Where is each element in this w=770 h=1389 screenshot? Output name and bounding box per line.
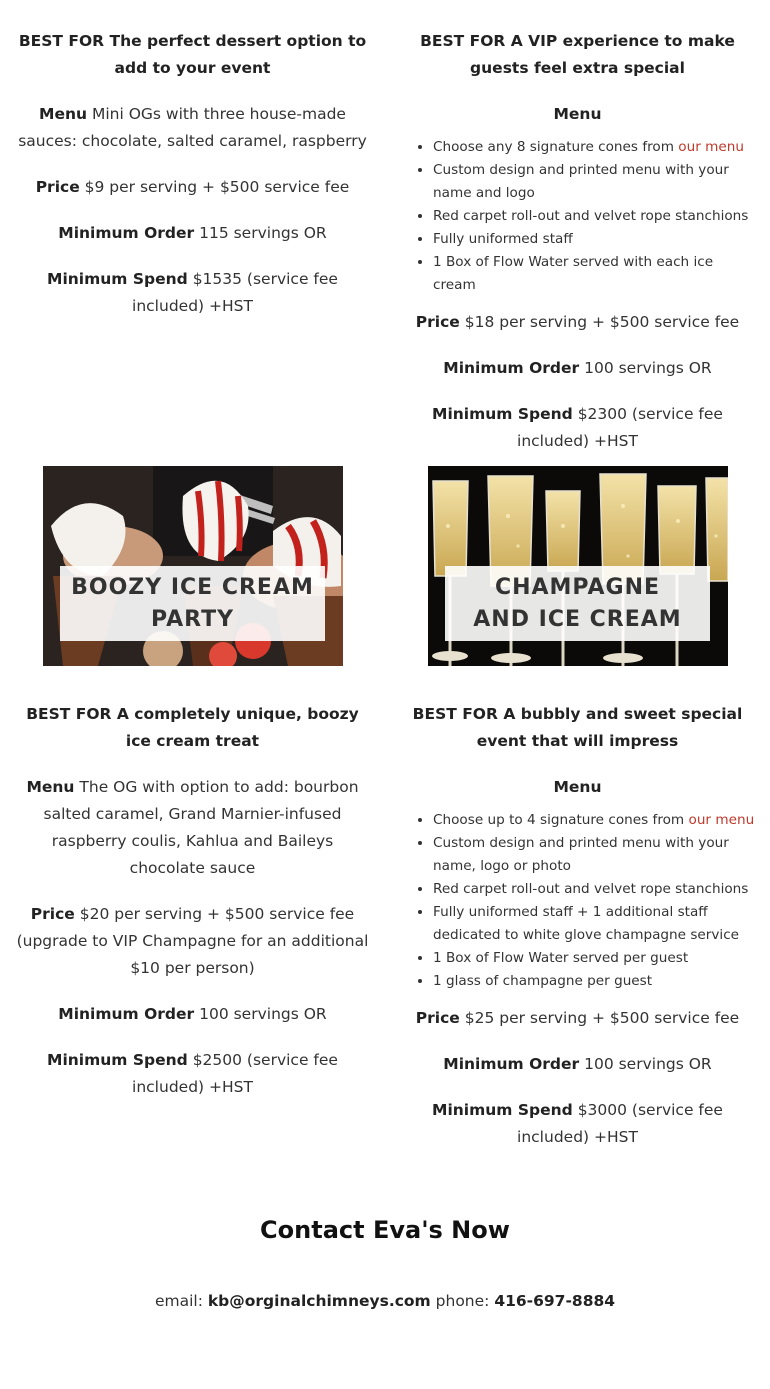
feature-text: Choose any 8 signature cones from <box>433 139 679 155</box>
best-for-label: BEST FOR <box>18 32 105 50</box>
list-item <box>433 832 755 878</box>
best-for-text: A bubbly and sweet special event that will impress <box>476 705 743 750</box>
price-value: $9 per serving + $500 service fee <box>84 178 350 196</box>
min-order-value: 100 servings OR <box>584 359 712 377</box>
min-order-value: 115 servings OR <box>199 224 327 242</box>
feature-text: 1 Box of Flow Water served per guest <box>433 950 689 966</box>
min-order-label: Minimum Order <box>443 1055 580 1073</box>
price-label: Price <box>35 178 80 196</box>
list-item <box>433 809 755 832</box>
min-order-value: 100 servings OR <box>199 1005 327 1023</box>
list-item <box>433 878 755 901</box>
best-for-label: BEST FOR <box>26 705 112 723</box>
list-item <box>433 947 755 970</box>
min-spend-line <box>15 1047 370 1101</box>
list-item <box>433 228 755 251</box>
min-order-line <box>400 355 755 382</box>
best-for-label: BEST FOR <box>412 705 498 723</box>
min-spend-value: $1535 (service fee included) +HST <box>132 270 338 315</box>
list-item <box>433 205 755 228</box>
price-line <box>400 1005 755 1032</box>
price-label: Price <box>30 905 75 923</box>
package-boozy <box>15 701 370 1101</box>
min-order-line <box>15 220 370 247</box>
feature-text: Choose up to 4 signature cones from <box>433 812 689 828</box>
list-item <box>433 251 755 297</box>
price-value: $20 per serving + $500 service fee (upgrade to VIP Champagne for an additional $10 per person) <box>16 905 369 977</box>
best-for-text: The perfect dessert option to add to your event <box>109 32 367 77</box>
feature-text: Red carpet roll-out and velvet rope stanchions <box>433 208 749 224</box>
min-spend-line <box>15 266 370 320</box>
price-line <box>400 309 755 336</box>
feature-list <box>400 809 755 993</box>
min-spend-value: $2500 (service fee included) +HST <box>132 1051 338 1096</box>
package-vip <box>400 28 755 455</box>
phone-label: phone: <box>435 1292 490 1310</box>
feature-text: Custom design and printed menu with your name, logo or photo <box>433 835 729 874</box>
list-item <box>433 136 755 159</box>
price-line <box>15 901 370 982</box>
feature-list <box>400 136 755 297</box>
menu-heading: Menu <box>553 105 602 123</box>
package-champagne <box>400 701 755 1151</box>
price-label: Price <box>415 1009 460 1027</box>
min-spend-value: $3000 (service fee included) +HST <box>517 1101 723 1146</box>
menu-line <box>15 101 370 155</box>
price-label: Price <box>415 313 460 331</box>
boozy-ice-cream-image[interactable] <box>43 466 343 666</box>
champagne-ice-cream-image[interactable] <box>428 466 728 666</box>
min-spend-line <box>400 1097 755 1151</box>
price-value: $25 per serving + $500 service fee <box>464 1009 740 1027</box>
price-line <box>15 174 370 201</box>
best-for-heading <box>15 701 370 755</box>
min-spend-label: Minimum Spend <box>432 1101 573 1119</box>
min-spend-value: $2300 (service fee included) +HST <box>517 405 723 450</box>
feature-text: Fully uniformed staff + 1 additional staff dedicated to white glove champagne service <box>433 904 740 943</box>
best-for-heading <box>400 701 755 755</box>
min-order-label: Minimum Order <box>58 224 195 242</box>
list-item <box>433 901 755 947</box>
contact-title: Contact Eva's Now <box>260 1216 510 1244</box>
our-menu-link[interactable]: our menu <box>688 812 755 828</box>
feature-text: Custom design and printed menu with your name and logo <box>433 162 729 201</box>
menu-label: Menu <box>26 778 75 796</box>
min-spend-label: Minimum Spend <box>47 270 188 288</box>
best-for-text: A completely unique, boozy ice cream treat <box>116 705 359 750</box>
min-spend-line <box>400 401 755 455</box>
feature-text: 1 glass of champagne per guest <box>433 973 653 989</box>
min-order-label: Minimum Order <box>443 359 580 377</box>
min-order-label: Minimum Order <box>58 1005 195 1023</box>
min-spend-label: Minimum Spend <box>47 1051 188 1069</box>
min-order-line <box>15 1001 370 1028</box>
menu-text: Mini OGs with three house-made sauces: chocolate, salted caramel, raspberry <box>18 105 367 150</box>
package-dessert <box>15 28 370 320</box>
image-title: CHAMPAGNE AND ICE CREAM <box>473 574 682 632</box>
list-item <box>433 159 755 205</box>
menu-text: The OG with option to add: bourbon salted caramel, Grand Marnier-infused raspberry coulis, Kahlua and Baileys chocolate sauce <box>43 778 359 877</box>
menu-label: Menu <box>39 105 88 123</box>
boozy-banner <box>60 566 325 641</box>
min-order-value: 100 servings OR <box>584 1055 712 1073</box>
min-order-line <box>400 1051 755 1078</box>
phone-link[interactable]: 416-697-8884 <box>494 1292 616 1310</box>
champagne-banner <box>445 566 710 641</box>
email-label: email: <box>154 1292 203 1310</box>
our-menu-link[interactable]: our menu <box>678 139 744 155</box>
menu-line <box>15 774 370 882</box>
feature-text: Fully uniformed staff <box>433 231 573 247</box>
best-for-heading <box>15 28 370 82</box>
menu-heading: Menu <box>553 778 602 796</box>
best-for-text: A VIP experience to make guests feel extra special <box>470 32 735 77</box>
image-title: BOOZY ICE CREAM PARTY <box>71 574 314 632</box>
min-spend-label: Minimum Spend <box>432 405 573 423</box>
contact-line <box>0 1292 770 1310</box>
best-for-label: BEST FOR <box>420 32 506 50</box>
price-value: $18 per serving + $500 service fee <box>464 313 740 331</box>
list-item <box>433 970 755 993</box>
best-for-heading <box>400 28 755 82</box>
email-link[interactable]: kb@orginalchimneys.com <box>207 1292 431 1310</box>
feature-text: 1 Box of Flow Water served with each ice cream <box>433 254 714 293</box>
feature-text: Red carpet roll-out and velvet rope stanchions <box>433 881 749 897</box>
